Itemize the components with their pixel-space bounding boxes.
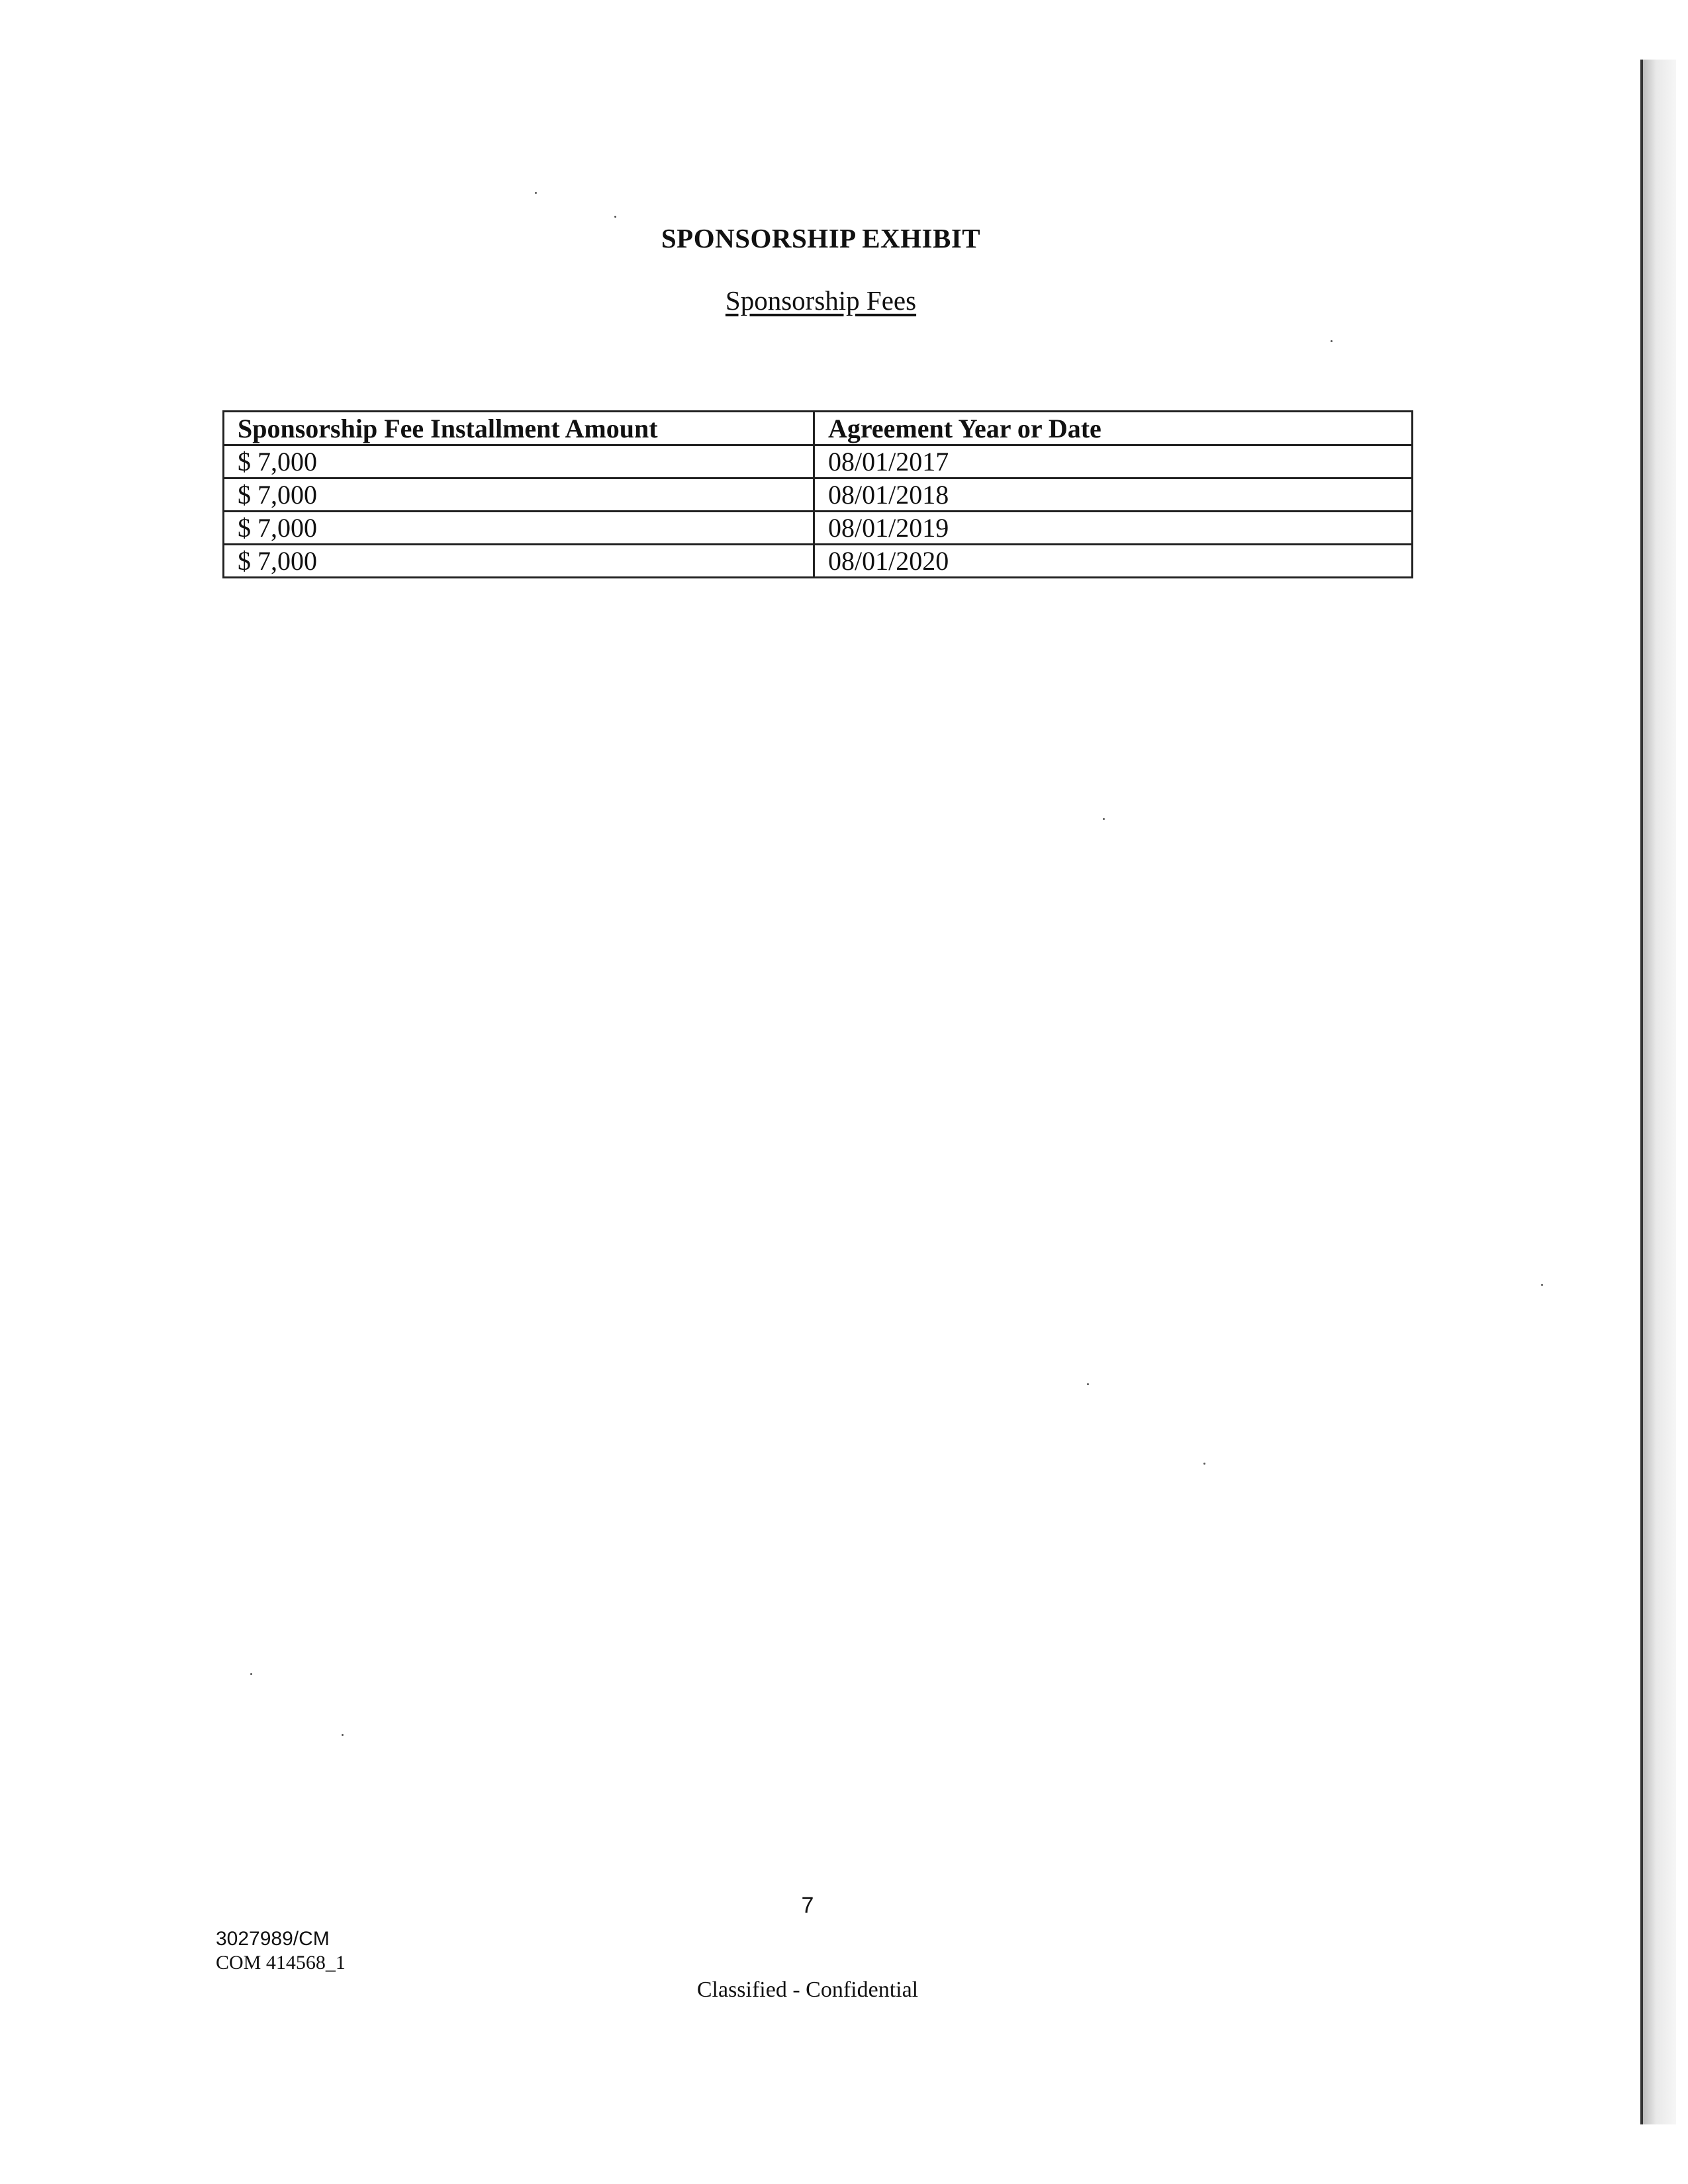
document-id-line-1: 3027989/CM bbox=[216, 1928, 330, 1950]
agreement-date-cell: 08/01/2019 bbox=[814, 512, 1413, 545]
scan-speck bbox=[1541, 1284, 1543, 1286]
document-id-line-2: COM 414568_1 bbox=[216, 1952, 346, 1974]
scan-speck bbox=[1203, 1463, 1205, 1465]
installment-amount-cell: $ 7,000 bbox=[224, 512, 814, 545]
agreement-date-cell: 08/01/2017 bbox=[814, 445, 1413, 478]
page-number: 7 bbox=[801, 1893, 814, 1918]
scan-speck bbox=[342, 1734, 344, 1736]
column-header-agreement-date: Agreement Year or Date bbox=[814, 412, 1413, 445]
section-subtitle: Sponsorship Fees bbox=[725, 285, 917, 316]
page-title: SPONSORSHIP EXHIBIT bbox=[661, 223, 981, 253]
table-row bbox=[224, 478, 1413, 512]
agreement-date-cell: 08/01/2018 bbox=[814, 478, 1413, 512]
scan-speck bbox=[1331, 340, 1333, 342]
scan-edge-shadow bbox=[1643, 60, 1676, 2124]
installment-amount-cell: $ 7,000 bbox=[224, 478, 814, 512]
scan-speck bbox=[535, 192, 537, 194]
table-row bbox=[224, 445, 1413, 478]
classification-label: Classified - Confidential bbox=[696, 1978, 919, 2002]
installment-amount-cell: $ 7,000 bbox=[224, 445, 814, 478]
scan-speck bbox=[250, 1673, 252, 1675]
installment-amount-cell: $ 7,000 bbox=[224, 545, 814, 578]
scan-speck bbox=[614, 216, 616, 218]
scan-speck bbox=[1087, 1383, 1089, 1385]
sponsorship-fee-table bbox=[222, 410, 1413, 578]
table-header-row bbox=[224, 412, 1413, 445]
agreement-date-cell: 08/01/2020 bbox=[814, 545, 1413, 578]
table-row bbox=[224, 512, 1413, 545]
column-header-installment-amount: Sponsorship Fee Installment Amount bbox=[224, 412, 814, 445]
table-row bbox=[224, 545, 1413, 578]
scan-speck bbox=[1103, 818, 1105, 820]
document-id bbox=[216, 1927, 346, 1975]
